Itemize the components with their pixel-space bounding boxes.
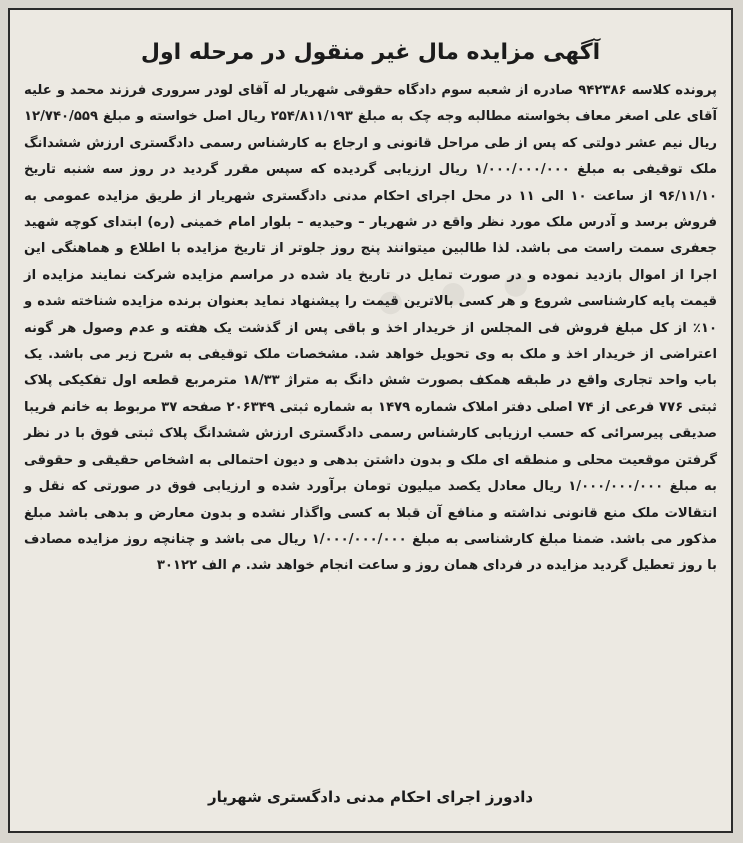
notice-clipping: [8, 8, 733, 833]
notice-title: آگهی مزایده مال غیر منقول در مرحله اول: [140, 40, 601, 65]
notice-body: پرونده کلاسه ۹۴۲۳۸۶ صادره از شعبه سوم دادگاه حقوقی شهریار له آقای لودر سروری فرزند محمد و علیه آقای علی اصغر معاف بخواسته مطالبه وجه چک به مبلغ ۲۵۴/۸۱۱/۱۹۳ ریال اصل خواسته و مبلغ ۱۲/۷۴۰/۵۵۹ ریال نیم عشر دولتی که پس از طی مراحل قانونی و ارجاع به کارشناس رسمی دادگستری ارزش ششدانگ ملک توقیفی به مبلغ ۱/۰۰۰/۰۰۰/۰۰۰ ریال ارزیابی گردیده که سپس مقرر گردید در روز سه شنبه تاریخ ۹۶/۱۱/۱۰ از ساعت ۱۰ الی ۱۱ در محل اجرای احکام مدنی دادگستری شهریار از طریق مزایده عمومی به فروش برسد و آدرس ملک مورد نظر واقع در شهریار – وحیدیه – بلوار امام خمینی (ره) ابتدای کوچه شهید جعفری سمت راست می باشد. لذا طالبین میتوانند پنج روز جلوتر از تاریخ مزایده با اطلاع و هماهنگی این اجرا از اموال بازدید نموده و در صورت تمایل در تاریخ یاد شده در مراسم مزایده شرکت نمایند مزایده از قیمت پایه کارشناسی شروع و هر کسی بالاترین قیمت را پیشنهاد نماید بعنوان برنده مزایده شناخته شده و ۱۰٪ از کل مبلغ فروش فی المجلس از خریدار اخذ و باقی پس از گذشت یک هفته و عدم وصول هر گونه اعتراضی از خریدار اخذ و ملک به وی تحویل خواهد شد. مشخصات ملک توقیفی به شرح زیر می باشد. یک باب واحد تجاری واقع در طبقه همکف بصورت شش دانگ به متراژ ۱۸/۳۳ مترمربع قطعه اول تفکیکی پلاک ثبتی ۷۷۶ فرعی از ۷۴ اصلی دفتر املاک شماره ۱۴۷۹ به شماره ثبتی ۲۰۶۳۴۹ صفحه ۳۷ مربوط به خانم فریبا صدیقی پیرسرائی که حسب ارزیابی کارشناس رسمی دادگستری ارزش ششدانگ پلاک ثبتی فوق با در نظر گرفتن موقعیت محلی و منطقه ای ملک و بدون داشتن بدهی و دیون احتمالی به اشخاص حقیقی و حقوقی به مبلغ ۱/۰۰۰/۰۰۰/۰۰۰ ریال معادل یکصد میلیون تومان برآورد شده و ارزیابی فوق در صورتی که نقل و انتقالات ملک منع قانونی نداشته و منافع آن قبلا به کسی واگذار نشده و بدون معارض و بدهی باشد مبلغ مذکور می باشد. ضمنا مبلغ کارشناسی به مبلغ ۱/۰۰۰/۰۰۰/۰۰۰ ریال می باشد و چنانچه روز مزایده مصادف با روز تعطیل گردید مزایده در فردای همان روز و ساعت انجام خواهد شد. م الف ۳۰۱۲۲: [24, 83, 718, 574]
notice-signature: دادورز اجرای احکام مدنی دادگستری شهریار: [207, 788, 534, 806]
watermark: • • •: [365, 248, 542, 346]
